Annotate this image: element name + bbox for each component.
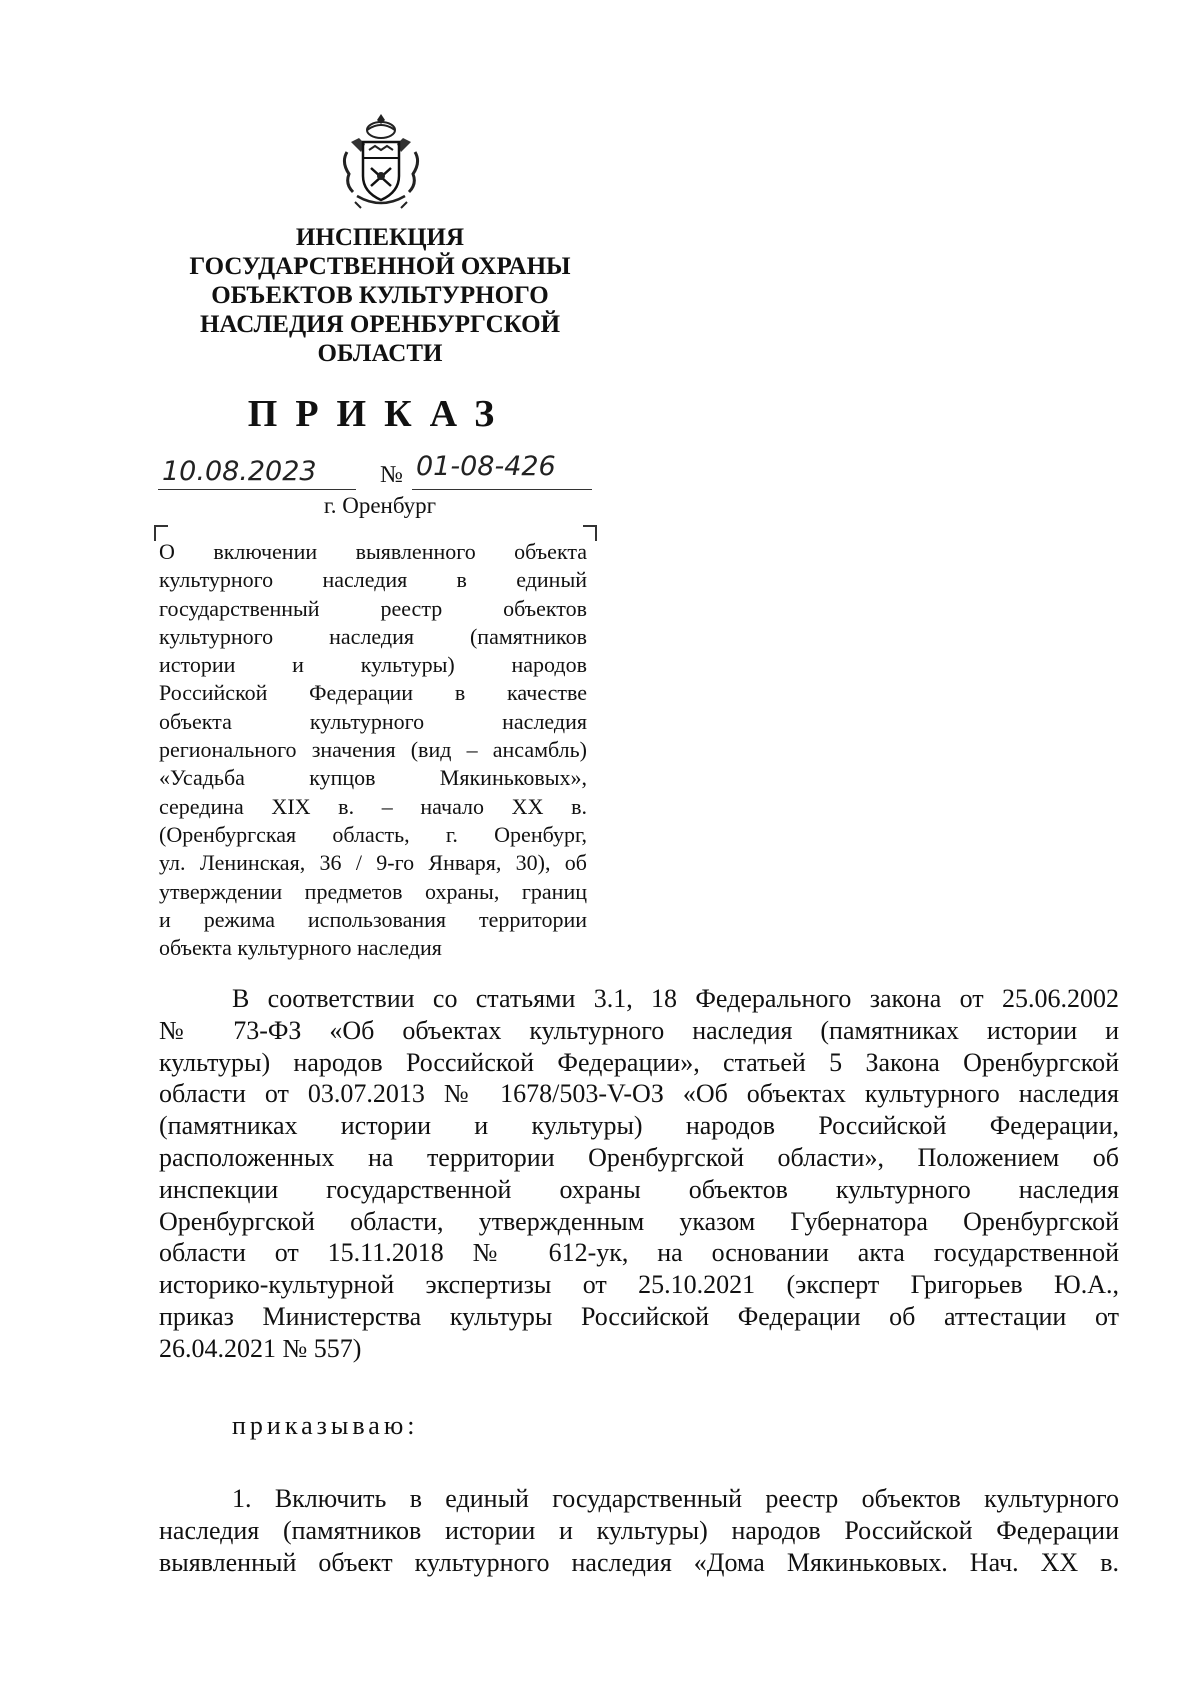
city-of-issue: г. Оренбург: [323, 493, 437, 518]
paragraph-line: наследия (памятников истории и культуры) народов Российской Федерации: [159, 1515, 1119, 1545]
subject-line: регионального значения (вид – ансамбль): [159, 737, 587, 763]
document-type-title: ПРИКАЗ: [247, 393, 513, 435]
authority-line: ГОСУДАРСТВЕННОЙ ОХРАНЫ: [189, 253, 571, 280]
paragraph-line: историко-культурной экспертизы от 25.10.2021 (эксперт Григорьев Ю.А.,: [159, 1270, 1119, 1300]
subject-line: объекта культурного наследия: [159, 935, 442, 961]
paragraph-line: Оренбургской области, утвержденным указом Губернатора Оренбургской: [159, 1206, 1119, 1236]
subject-line: объекта культурного наследия: [159, 708, 587, 734]
paragraph-line: (памятниках истории и культуры) народов Российской Федерации,: [159, 1111, 1119, 1141]
paragraph-line: № 73-ФЗ «Об объектах культурного наследия (памятниках истории и: [159, 1015, 1119, 1045]
subject-line: Российской Федерации в качестве: [159, 680, 587, 706]
paragraph-line: выявленный объект культурного наследия «Дома Мякиньковых. Нач. XX в.: [159, 1547, 1119, 1577]
paragraph-line: области от 15.11.2018 № 612-ук, на основании акта государственной: [159, 1238, 1119, 1268]
coat-of-arms-emblem: [337, 112, 425, 212]
subject-line: О включении выявленного объекта: [159, 539, 587, 564]
paragraph-line: В соответствии со статьями 3.1, 18 Федерального закона от 25.06.2002: [232, 984, 1119, 1013]
subject-line: середина XIX в. – начало XX в.: [159, 793, 587, 819]
subject-line: утверждении предметов охраны, границ: [159, 878, 587, 904]
subject-line: и режима использования территории: [159, 906, 587, 932]
authority-line: НАСЛЕДИЯ ОРЕНБУРГСКОЙ: [199, 311, 561, 338]
authority-line: ОБЪЕКТОВ КУЛЬТУРНОГО: [211, 282, 549, 309]
authority-line: ИНСПЕКЦИЯ: [295, 224, 465, 251]
paragraph-line: области от 03.07.2013 № 1678/503-V-ОЗ «Об объектах культурного наследия: [159, 1079, 1119, 1109]
paragraph-line: 26.04.2021 № 557): [159, 1333, 362, 1363]
date-underline: [158, 489, 356, 490]
authority-line: ОБЛАСТИ: [317, 340, 443, 367]
number-sign: №: [380, 462, 403, 488]
issuing-authority: [150, 223, 610, 368]
handwritten-order-number: 01-08-426: [416, 451, 556, 482]
subject-line: ул. Ленинская, 36 / 9-го Января, 30), об: [159, 850, 587, 876]
preamble-paragraph: [159, 983, 1119, 1365]
subject-line: культурного наследия (памятников: [159, 623, 587, 649]
subject-line: государственный реестр объектов: [159, 595, 587, 621]
paragraph-line: приказ Министерства культуры Российской Федерации об аттестации от: [159, 1301, 1119, 1331]
paragraph-line: культуры) народов Российской Федерации», статьей 5 Закона Оренбургской: [159, 1047, 1119, 1077]
paragraph-line: 1. Включить в единый государственный реестр объектов культурного: [232, 1484, 1119, 1513]
order-item-1: [159, 1483, 1119, 1578]
subject-line: истории и культуры) народов: [159, 652, 587, 678]
handwritten-date: 10.08.2023: [162, 456, 317, 487]
order-subject: [159, 538, 587, 962]
subject-line: «Усадьба купцов Мякиньковых»,: [159, 765, 587, 791]
subject-line: (Оренбургская область, г. Оренбург,: [159, 821, 587, 847]
paragraph-line: расположенных на территории Оренбургской области», Положением об: [159, 1142, 1119, 1172]
subject-line: культурного наследия в единый: [159, 567, 587, 593]
number-underline: [412, 489, 592, 490]
paragraph-line: инспекции государственной охраны объектов культурного наследия: [159, 1174, 1119, 1204]
order-operative-word: приказываю:: [232, 1411, 419, 1440]
